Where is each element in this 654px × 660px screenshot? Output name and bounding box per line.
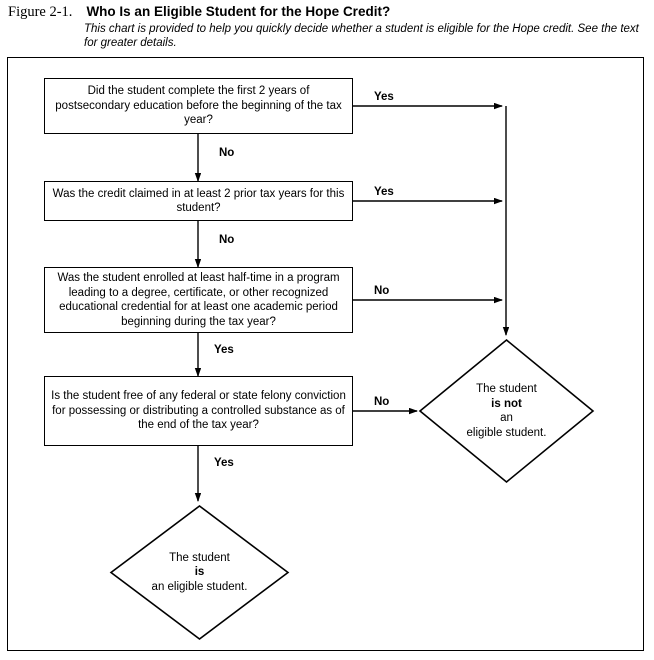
outcome-not-eligible-line2: eligible student. <box>466 426 547 439</box>
edge-label-no-2: No <box>219 234 235 246</box>
edge-label-no-1: No <box>219 147 235 159</box>
outcome-not-eligible-line1: The student is not an <box>476 383 537 424</box>
diamond-shape-eligible <box>109 504 290 641</box>
figure-subtitle-line2: See the text for greater details. <box>84 23 639 49</box>
question-box-1 <box>44 78 353 134</box>
edge-label-no-4: No <box>374 396 390 408</box>
outcome-eligible-line1: The student is <box>169 551 230 579</box>
figure-subtitle <box>84 23 644 50</box>
question-box-3 <box>44 267 353 333</box>
figure-header <box>8 4 648 50</box>
figure-subtitle-line1: This chart is provided to help you quickly decide whether a student is eligible for the Hope credit. <box>84 23 575 35</box>
edge-label-yes-3: Yes <box>214 344 234 356</box>
question-box-1-text: Did the student complete the first 2 years of postsecondary education before the beginning of the tax year? <box>55 85 342 127</box>
outcome-eligible-line2: an eligible student. <box>151 580 248 593</box>
question-box-4-text: Is the student free of any federal or state felony conviction for possessing or distributing a controlled substance as of the end of the tax year? <box>51 390 346 432</box>
edge-label-yes-4: Yes <box>214 457 234 469</box>
outcome-eligible <box>109 504 290 641</box>
diamond-shape-not-eligible <box>418 338 595 484</box>
question-box-2-text: Was the credit claimed in at least 2 prior tax years for this student? <box>52 187 345 214</box>
edge-label-yes-2: Yes <box>374 186 394 198</box>
outcome-not-eligible <box>418 338 595 484</box>
figure-title-row <box>8 4 648 21</box>
edge-label-yes-1: Yes <box>374 91 394 103</box>
edge-label-no-3: No <box>374 285 390 297</box>
question-box-3-text: Was the student enrolled at least half-time in a program leading to a degree, certificate, or other recognized educational credential for at least one academic period beginning during the tax year? <box>57 272 340 328</box>
figure-title: Who Is an Eligible Student for the Hope Credit? <box>86 4 391 19</box>
question-box-2 <box>44 181 353 221</box>
question-box-4 <box>44 376 353 446</box>
flowchart-frame <box>7 57 644 651</box>
figure-number: Figure 2-1. <box>8 4 73 20</box>
